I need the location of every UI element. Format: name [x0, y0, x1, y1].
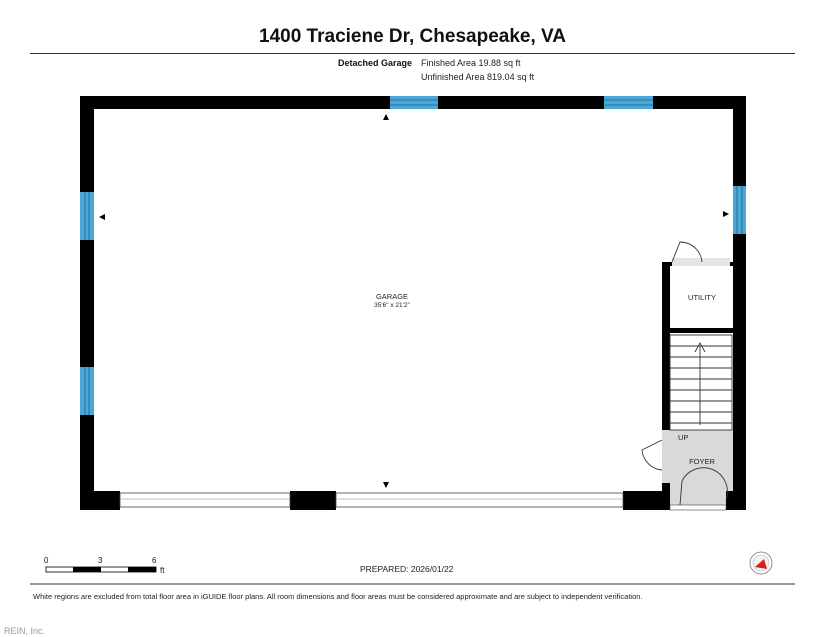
wall-foyer-lower	[662, 483, 670, 505]
utility-threshold	[672, 258, 730, 266]
scale-tick-3: 3	[98, 556, 103, 565]
garage-door-1	[120, 493, 290, 507]
foyer-area	[662, 430, 736, 505]
plan-title: 1400 Traciene Dr, Chesapeake, VA	[259, 26, 566, 47]
scale-tick-0: 0	[44, 556, 49, 565]
wall-left	[80, 96, 94, 510]
wall-utility-top-stub	[662, 262, 672, 266]
stairs	[670, 335, 732, 430]
scale-unit: ft	[160, 566, 165, 575]
room-garage-dimensions: 35'6" x 21'2"	[374, 302, 410, 309]
wall-bottom-mid	[290, 491, 336, 510]
room-utility-name: UTILITY	[688, 293, 716, 302]
foyer-door-swing	[642, 440, 662, 470]
room-foyer-name: FOYER	[689, 457, 715, 466]
wall-right	[733, 96, 746, 510]
marker-top-icon	[383, 114, 389, 120]
room-garage-name: GARAGE	[375, 292, 409, 301]
wall-utility-bottom	[666, 328, 736, 333]
marker-left-icon	[99, 214, 105, 220]
compass-icon	[750, 552, 772, 574]
scale-tick-6: 6	[152, 556, 157, 565]
window-top-2	[604, 96, 653, 109]
finished-area: Finished Area 19.88 sq ft	[421, 58, 521, 68]
wall-utility-top-stub-right	[730, 262, 736, 266]
garage-door-2	[336, 493, 623, 507]
window-top-1	[390, 96, 438, 109]
marker-right-icon	[723, 211, 729, 217]
scale-bar	[46, 567, 156, 572]
wall-bottom-left	[80, 491, 120, 510]
foyer-entry-threshold	[670, 505, 726, 510]
wall-interior-left	[662, 262, 670, 430]
watermark: REIN, Inc.	[4, 626, 46, 636]
unfinished-area: Unfinished Area 819.04 sq ft	[421, 72, 535, 82]
stair-up-label: UP	[678, 433, 689, 442]
windows	[80, 96, 746, 415]
prepared-date: PREPARED: 2026/01/22	[360, 564, 454, 574]
wall-bottom-corner	[726, 491, 746, 510]
window-right-1	[733, 186, 746, 234]
window-left-2	[80, 367, 94, 415]
level-label: Detached Garage	[337, 58, 412, 68]
room-garage	[352, 292, 432, 310]
marker-bottom-icon	[383, 482, 389, 488]
disclaimer-text: White regions are excluded from total floor area in iGUIDE floor plans. All room dimensions and floor areas must be considered approximate and are subject to independent verification.	[33, 592, 643, 601]
window-left-1	[80, 192, 94, 240]
